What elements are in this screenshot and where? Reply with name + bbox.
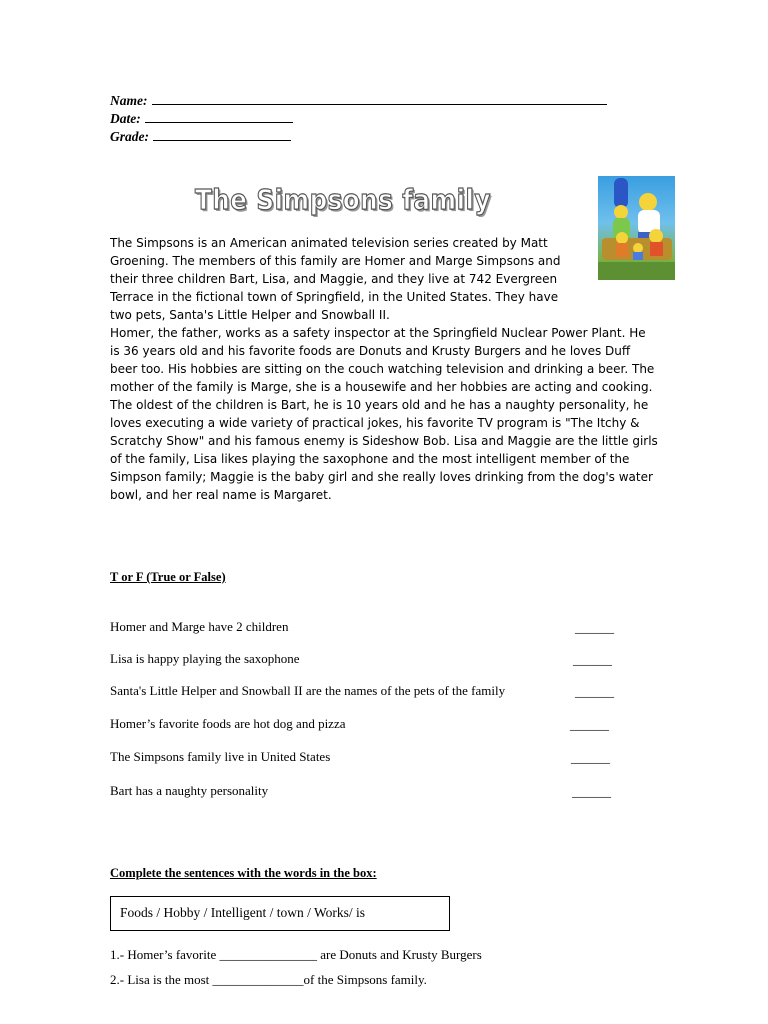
date-field bbox=[110, 110, 293, 127]
sentence-item: 1.- Homer’s favorite _______________ are Donuts and Krusty Burgers bbox=[110, 947, 482, 962]
grade-label: Grade: bbox=[110, 129, 149, 144]
word-box-text: Foods / Hobby / Intelligent / town / Works/ is bbox=[120, 905, 366, 920]
complete-heading: Complete the sentences with the words in the box: bbox=[110, 866, 377, 880]
tf-answer-blank[interactable]: ______ bbox=[571, 750, 610, 765]
grade-line[interactable] bbox=[153, 128, 291, 141]
reading-paragraph-2 bbox=[110, 324, 658, 504]
tf-statement: Bart has a naughty personality bbox=[110, 783, 269, 798]
tf-answer-blank[interactable]: ______ bbox=[570, 717, 609, 732]
true-false-heading: T or F (True or False) bbox=[110, 570, 226, 584]
grade-field bbox=[110, 128, 291, 145]
tf-answer-blank[interactable]: ______ bbox=[575, 684, 614, 699]
name-line[interactable] bbox=[152, 92, 607, 105]
tf-answer-blank[interactable]: ______ bbox=[572, 784, 611, 799]
tf-statement: The Simpsons family live in United States bbox=[110, 749, 331, 764]
date-label: Date: bbox=[110, 111, 141, 126]
simpsons-family-image bbox=[598, 176, 675, 280]
tf-answer-blank[interactable]: ______ bbox=[575, 620, 614, 635]
reading-paragraph-1 bbox=[110, 234, 565, 324]
tf-statement: Homer and Marge have 2 children bbox=[110, 619, 289, 634]
paragraph-2-text: Homer, the father, works as a safety inspector at the Springfield Nuclear Power Plant. He is 36 years old and his favorite foods are Donuts and Krusty Burgers and he loves Duff beer too. His hobbies are sitting on the couch watching television and drinking a beer. The mother of the family is Marge, she is a housewife and her hobbies are acting and cooking. The oldest of the children is Bart, he is 10 years old and he has a naughty personality, he loves executing a wide variety of practical jokes, his favorite TV program is "The Itchy & Scratchy Show" and his famous enemy is Sideshow Bob. Lisa and Maggie are the little girls of the family, Lisa likes playing the saxophone and the most intelligent member of the Simpson family; Maggie is the baby girl and she really loves drinking from the dog's water bowl, and her real name is Margaret. bbox=[110, 326, 658, 502]
word-box bbox=[110, 896, 450, 931]
paragraph-1-text: The Simpsons is an American animated television series created by Matt Groening. The members of this family are Homer and Marge Simpsons and their three children Bart, Lisa, and Maggie, and they live at 742 Evergreen Terrace in the fictional town of Springfield, in the United States. They have two pets, Santa's Little Helper and Snowball II. bbox=[110, 236, 561, 322]
tf-statement: Santa's Little Helper and Snowball II are the names of the pets of the family bbox=[110, 683, 506, 698]
tf-statement: Homer’s favorite foods are hot dog and pizza bbox=[110, 716, 346, 731]
name-label: Name: bbox=[110, 93, 148, 108]
name-field bbox=[110, 92, 607, 109]
tf-answer-blank[interactable]: ______ bbox=[573, 652, 612, 667]
worksheet-title: The Simpsons family bbox=[195, 183, 491, 216]
tf-statement: Lisa is happy playing the saxophone bbox=[110, 651, 300, 666]
date-line[interactable] bbox=[145, 110, 293, 123]
sentence-item: 2.- Lisa is the most ______________of the Simpsons family. bbox=[110, 972, 427, 987]
